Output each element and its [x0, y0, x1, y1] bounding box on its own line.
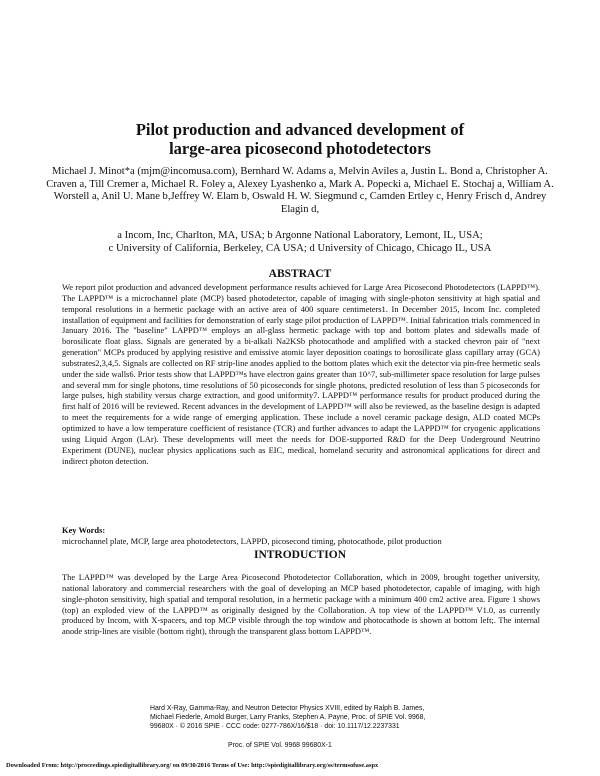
introduction-heading: INTRODUCTION	[253, 549, 346, 561]
page-label: Proc. of SPIE Vol. 9968 99680X-1	[228, 742, 332, 749]
affiliation-line-1: a Incom, Inc, Charlton, MA, USA; b Argonne National Laboratory, Lemont, IL, USA;	[117, 230, 483, 241]
download-notice: Downloaded From: http://proceedings.spiedigitallibrary.org/ on 09/30/2016 Terms of Use: http://spiedigitallibrary.org/ss/termsofuse.aspx	[6, 762, 379, 769]
introduction-text: The LAPPD™ was developed by the Large Area Picosecond Photodetector Collaboration, which in 2009, brought together university, national laboratory and commercial researchers with the goal of developing an MCP based photodetector, capable of imaging, with high single-photon sensitivity, high spatial and temporal resolution, in a hermetic package with a minimum 400 cm2 active area. Figure 1 shows (top) an exploded view of the LAPPD™ as originally designed by the Collaboration. A top view of the LAPPD™ V1.0, as currently produced by Incom, with X-spacers, and top MCP visible through the top window and photocathode is shown at bottom left;. The internal anode strip-lines are visible (bottom right), through the transparent glass bottom LAPPD™.	[62, 572, 540, 637]
keywords	[62, 514, 540, 547]
paper-title-line-2: large-area picosecond photodetectors	[169, 139, 431, 158]
author-list: Michael J. Minot*a (mjm@incomusa.com), Bernhard W. Adams a, Melvin Aviles a, Justin L. Bond a, Christopher A. Craven a, Till Cremer a, Michael R. Foley a, Alexey Lyashenko a, Mark A. Popecki a, Michael E. Stochaj a, William A. Worstell a, Anil U. Mane b,Jeffrey W. Elam b, Oswald H. W. Siegmund c, Camden Ertley c, Henry Frisch d, Andrey Elagin d,	[46, 166, 554, 215]
affiliation-line-2: c University of California, Berkeley, CA USA; d University of Chicago, Chicago IL, USA	[108, 243, 492, 254]
abstract-heading: ABSTRACT	[268, 268, 332, 280]
keywords-text: microchannel plate, MCP, large area photodetectors, LAPPD, picosecond timing, photocathode, pilot production	[62, 535, 442, 546]
abstract-text: We report pilot production and advanced development performance results achieved for Large Area Picosecond Photodetectors (LAPPD™). The LAPPD™ is a microchannel plate (MCP) based photodetector, capable of imaging with single-photon sensitivity at high spatial and temporal resolutions in a hermetic package with an active area of 400 square centimeters1. In December 2015, Incom Inc. completed installation of equipment and facilities for demonstration of early stage pilot production of LAPPD™. Initial fabrication trials commenced in January 2016. The "baseline" LAPPD™ employs an all-glass hermetic package with top and bottom plates and sidewalls made of borosilicate float glass. Signals are generated by a bi-alkali Na2KSb photocathode and amplified with a stacked chevron pair of "next generation" MCPs produced by applying resistive and emissive atomic layer deposition coatings to borosilicate glass capillary array (GCA) substrates2,3,4,5. Signals are collected on RF strip-line anodes applied to the bottom plates which exit the detector via pin-free hermetic seals under the side walls6. Prior tests show that LAPPD™s have electron gains greater than 10^7, sub-millimeter space resolution for large pulses and several mm for single photons, time resolutions of 50 picoseconds for single photons, predicted resolution of less than 5 picoseconds for large pulses, high stability versus charge extraction, and good uniformity7. LAPPD™ performance results for product produced during the first half of 2016 will be reviewed. Recent advances in the development of LAPPD™ will also be reviewed, as the baseline design is adapted to meet the requirements for a wide range of emerging application. These include a novel ceramic package design, ALD coated MCPs optimized to have a low temperature coefficient of resistance (TCR) and further advances to adapt the LAPPD™ for cryogenic applications using Liquid Argon (LAr). These developments will meet the needs for DOE-supported R&D for the Deep Underground Neutrino Experiment (DUNE), nuclear physics applications such as EIC, medical, homeland security and astronomical applications for direct and indirect photon detection.	[62, 282, 540, 466]
keywords-label: Key Words:	[62, 524, 106, 535]
paper-title-line-1: Pilot production and advanced development of	[135, 120, 465, 139]
proceedings-info: Hard X-Ray, Gamma-Ray, and Neutron Detector Physics XVIII, edited by Ralph B. James, Michael Fiederle, Arnold Burger, Larry Franks, Stephen A. Payne, Proc. of SPIE Vol. 9968, 99680X · © 2016 SPIE · CCC code: 0277-786X/16/$18 · doi: 10.1117/12.2237331	[150, 705, 426, 730]
